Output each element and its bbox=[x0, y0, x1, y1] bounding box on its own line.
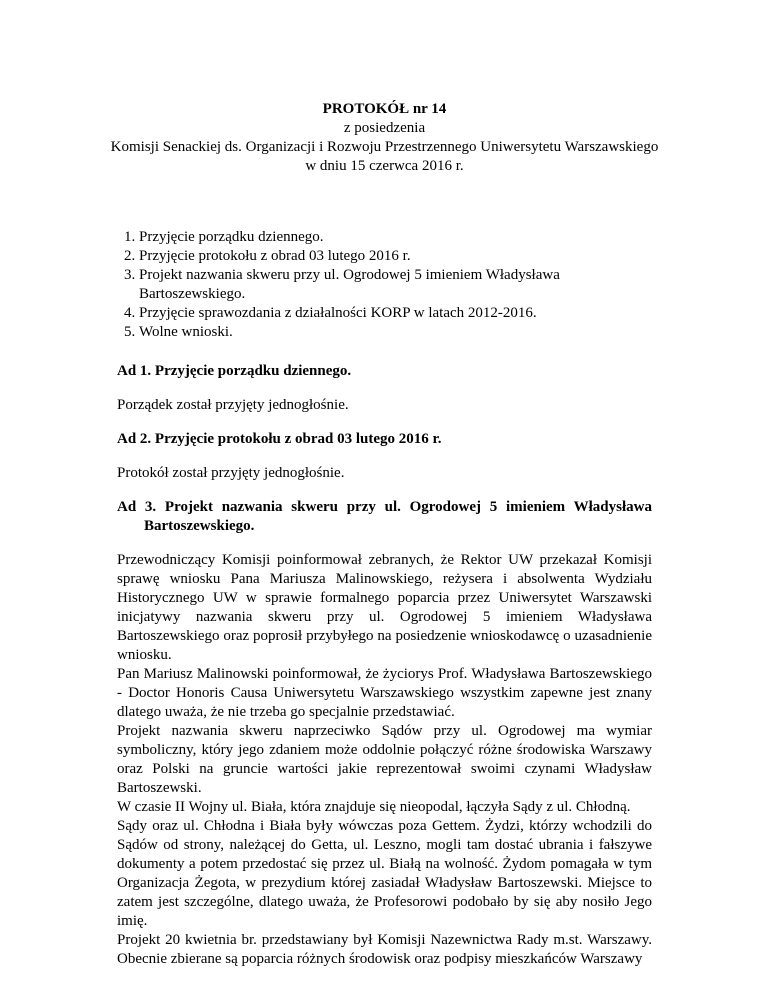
ad3-paragraph: Projekt nazwania skweru naprzeciwko Sądów przy ul. Ogrodowej ma wymiar symboliczny, który jego zdaniem może oddolnie połączyć różne środowiska Warszawy oraz Polski na gruncie wartości jakie reprezentował swoimi czynami Władysław Bartoszewski. bbox=[117, 723, 652, 796]
agenda-item: 1. Przyjęcie porządku dziennego. bbox=[139, 228, 652, 247]
ad1-text: Porządek został przyjęty jednogłośnie. bbox=[117, 397, 349, 413]
ad3-paragraph: Przewodniczący Komisji poinformował zebranych, że Rektor UW przekazał Komisji sprawę wniosku Pana Mariusza Malinowskiego, reżysera i absolwenta Wydziału Historycznego UW w sprawie formalnego poparcia przez Uniwersytet Warszawski inicjatywy nazwania skweru przy ul. Ogrodowej 5 imieniem Władysława Bartoszewskiego oraz poprosił przybyłego na posiedzenie wnioskodawcę o uzasadnienie wniosku. bbox=[117, 552, 652, 663]
ad3-heading-line1: Ad 3. Projekt nazwania skweru przy ul. Ogrodowej 5 imieniem Władysława bbox=[117, 499, 652, 515]
ad1-section bbox=[117, 362, 652, 381]
ad3-paragraph: Pan Mariusz Malinowski poinformował, że życiorys Prof. Władysława Bartoszewskiego - Doctor Honoris Causa Uniwersytetu Warszawskiego wszystkim zapewne jest znany dlatego uważa, że nie trzeba go specjalnie przedstawiać. bbox=[117, 666, 652, 720]
ad2-section bbox=[117, 430, 652, 449]
ad3-body bbox=[117, 551, 652, 969]
meeting-date: w dniu 15 czerwca 2016 r. bbox=[305, 158, 464, 174]
protocol-subtitle: z posiedzenia bbox=[343, 120, 426, 136]
ad3-heading-line2: Bartoszewskiego. bbox=[144, 518, 255, 534]
protocol-title: PROTOKÓŁ nr 14 bbox=[322, 101, 447, 117]
ad1-text-block bbox=[117, 396, 652, 415]
ad1-heading: Ad 1. Przyjęcie porządku dziennego. bbox=[117, 363, 352, 379]
agenda-list bbox=[117, 228, 652, 342]
agenda-item: 2. Przyjęcie protokołu z obrad 03 lutego 2016 r. bbox=[139, 247, 652, 266]
ad2-text-block bbox=[117, 464, 652, 483]
committee-name: Komisji Senackiej ds. Organizacji i Rozwoju Przestrzennego Uniwersytetu Warszawskiego bbox=[110, 139, 659, 155]
ad3-paragraph: Sądy oraz ul. Chłodna i Biała były wówczas poza Gettem. Żydzi, którzy wchodzili do Sądów od strony, należącej do Getta, ul. Leszno, mogli tam dostać ubrania i fałszywe dokumenty a potem przedostać się przez ul. Białą na wolność. Żydom pomagała w tym Organizacja Żegota, w prezydium której zasiadał Władysław Bartoszewski. Miejsce to zatem jest szczególne, dlatego uważa, że Profesorowi podobało by się aby nosiło Jego imię. bbox=[117, 818, 652, 929]
document-header bbox=[77, 100, 692, 176]
agenda-item: 5. Wolne wnioski. bbox=[139, 323, 652, 342]
ad2-text: Protokół został przyjęty jednogłośnie. bbox=[117, 465, 345, 481]
agenda-item: 3. Projekt nazwania skweru przy ul. Ogrodowej 5 imieniem Władysława Bartoszewskiego. bbox=[139, 266, 652, 304]
ad3-paragraph: W czasie II Wojny ul. Biała, która znajduje się nieopodal, łączyła Sądy z ul. Chłodną. bbox=[117, 799, 631, 815]
ad3-section bbox=[117, 498, 652, 536]
ad3-paragraph: Projekt 20 kwietnia br. przedstawiany był Komisji Nazewnictwa Rady m.st. Warszawy. Obecnie zbierane są poparcia różnych środowisk oraz podpisy mieszkańców Warszawy bbox=[117, 932, 652, 967]
agenda-item: 4. Przyjęcie sprawozdania z działalności KORP w latach 2012-2016. bbox=[139, 304, 652, 323]
ad2-heading: Ad 2. Przyjęcie protokołu z obrad 03 lutego 2016 r. bbox=[117, 431, 442, 447]
